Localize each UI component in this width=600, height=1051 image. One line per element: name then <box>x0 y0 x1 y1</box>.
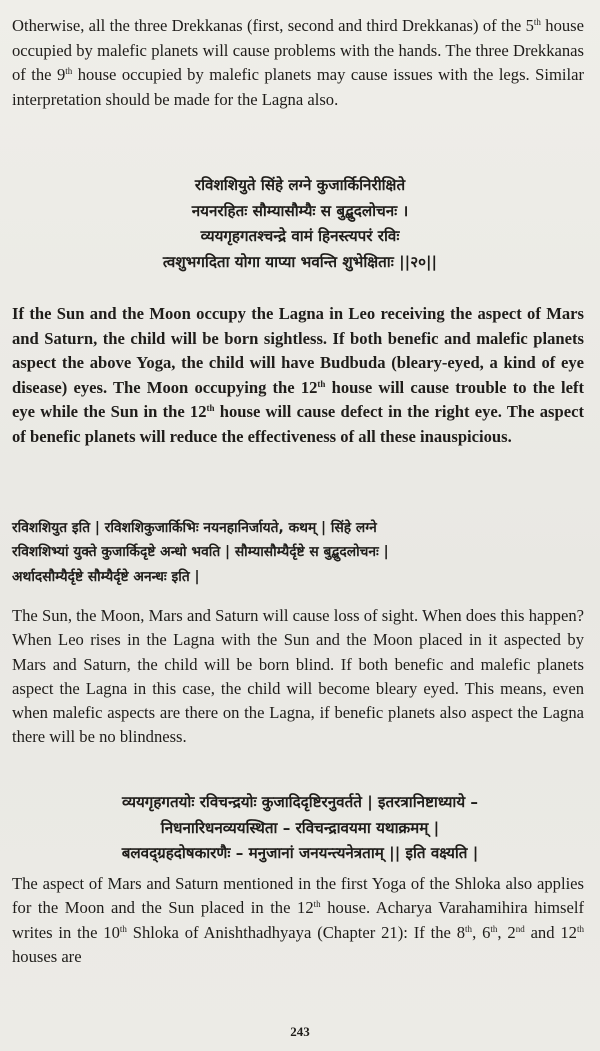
paragraph-drekkanas <box>12 14 584 112</box>
verse-line: त्वशुभगदिता योगा याप्या भवन्ति शुभेक्षिताः ||२०|| <box>162 252 438 271</box>
paragraph-twelfth-house <box>12 872 584 969</box>
verse-line: नयनरहितः सौम्यासौम्यैः स बुद्बुदलोचनः । <box>191 201 409 220</box>
verse-line: रविशशियुते सिंहे लग्ने कुजार्किनिरीक्षिते <box>194 176 406 194</box>
verse-line: बलवद्ग्रहदोषकारणैः – मनुजानां जनयन्त्यनेत्रताम् || इति वक्ष्यति | <box>121 844 479 863</box>
page-number: 243 <box>290 1024 310 1039</box>
sanskrit-verse-20 <box>0 173 600 275</box>
paragraph-text: The Sun, the Moon, Mars and Saturn will cause loss of sight. When does this happen? When Leo rises in the Lagna with the Sun and the Moon placed in it aspected by Mars and Saturn, the child will be born blind. If both benefic and malefic planets aspect the Lagna in this case, the child will become bleary eyed. This means, even when malefic aspects are there on the Lagna, if benefic planets also aspect the Lagna there will be no blindness. <box>12 606 584 747</box>
paragraph-text: Otherwise, all the three Drekkanas (first, second and third Drekkanas) of the 5th house occupied by malefic planets will cause problems with the hands. The three Drekkanas of the 9th house occupied by malefic planets may cause issues with the legs. Similar interpretation should be made for the Lagna also. <box>12 16 584 109</box>
verse-line: निधनारिधनव्ययस्थिता – रविचन्द्रावयमा यथाक्रमम् | <box>160 818 440 837</box>
paragraph-commentary-explanation <box>12 604 584 750</box>
commentary-line: रविशशियुत इति | रविशशिकुजार्किभिः नयनहानिर्जायते, कथम् | सिंहे लग्ने <box>12 520 377 536</box>
commentary-line: रविशशिभ्यां युक्ते कुजार्किदृष्टे अन्धो भवति | सौम्यासौम्यैर्दृष्टे स बुद्बुदलोचनः | <box>12 544 389 561</box>
paragraph-text: If the Sun and the Moon occupy the Lagna in Leo receiving the aspect of Mars and Saturn, the child will be born sightless. If both benefic and malefic planets aspect the above Yoga, the child will have Budbuda (bleary-eyed, a kind of eye disease) eyes. The Moon occupying the 12th house will cause trouble to the left eye while the Sun in the 12th house will cause defect in the right eye. The aspect of benefic planets will reduce the effectiveness of all these inauspicious. <box>12 304 584 446</box>
paragraph-verse-translation <box>12 302 584 449</box>
commentary-line: अर्थादसौम्यैर्दृष्टे सौम्यैर्दृष्टे अनन्धः इति | <box>12 568 200 585</box>
sanskrit-quote-anishthadhyaya <box>0 790 600 867</box>
paragraph-text: The aspect of Mars and Saturn mentioned in the first Yoga of the Shloka also applies for the Moon and the Sun placed in the 12th house. Acharya Varahamihira himself writes in the 10th Shloka of Anishthadhyaya (Chapter 21): If the 8th, 6th, 2nd and 12th houses are <box>12 874 585 966</box>
verse-line: व्ययगृहगतयोः रविचन्द्रयोः कुजादिदृष्टिरनुवर्तते | इतरत्रानिष्टाध्याये – <box>121 793 479 811</box>
sanskrit-commentary <box>12 516 588 589</box>
verse-line: व्ययगृहगतश्चन्द्रे वामं हिनस्त्यपरं रविः <box>200 227 400 246</box>
